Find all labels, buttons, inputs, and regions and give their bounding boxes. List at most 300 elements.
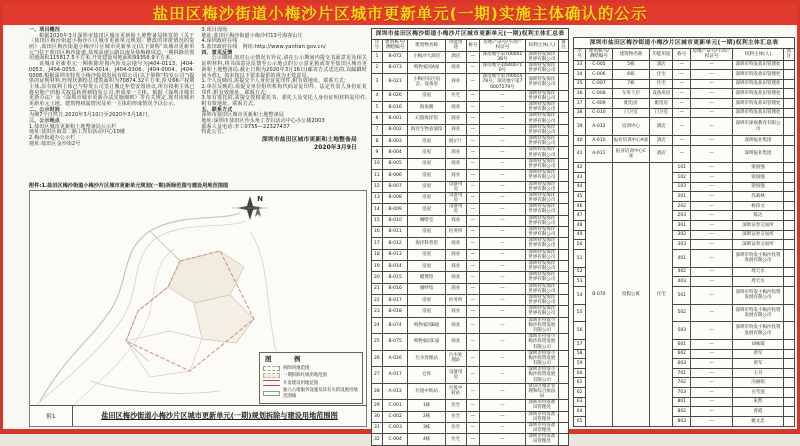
table-cell: 13 <box>372 192 383 203</box>
table-cell: C-001 <box>382 400 408 411</box>
table-cell: — <box>480 334 525 351</box>
text-column-2 <box>202 28 368 180</box>
table-cell: 深圳市特发盐田管理处 <box>525 434 558 445</box>
table-cell: — <box>691 182 733 192</box>
table-cell: 商业 <box>445 158 466 169</box>
table-cell: 深圳证券交易所 <box>733 221 784 231</box>
table-cell: 住宅 <box>445 400 466 411</box>
table-cell: C-007 <box>586 79 613 89</box>
table-cell: 21 <box>372 283 383 294</box>
table-cell: — <box>480 411 525 422</box>
table-row <box>574 99 795 109</box>
table-cell: 64 <box>574 407 586 417</box>
table-cell: — <box>691 416 733 426</box>
table-cell: 住宅 <box>445 422 466 433</box>
table-cell: 深房地字第6400710号 <box>480 62 525 73</box>
table-cell: 深圳特发海洋世界有限公司 <box>525 74 558 91</box>
paragraph: 四、意见反馈 <box>201 49 233 56</box>
column-header: 权利主体(人) <box>733 48 784 60</box>
table-cell: — <box>691 99 733 109</box>
table-cell: 深圳市特发盐田管理处 <box>733 89 784 99</box>
table-cell: 姚文忠 <box>733 416 784 426</box>
table-cell: 商业 <box>445 215 466 226</box>
paragraph: 该城市更新单元一期拆除范围内涉及宗地号为J404-0113、J404-0053、J404-0055、J404-0014、J404-0306、J404-0004、J404-0008,根据深圳市特发小梅沙投资发展有限公司(以下简称“特发公司”)提供的证明材料,经现状测绘总建筑面积为70874.32平方米,涉及66户权利主体,原有权利主体已与特发公司签订搬迁补偿安置协议,所有权利主体已将房地产的相关权益转移到特发公司,形成单一主体。根据《深圳市城市更新办法》及《深圳市城市更新办法实施细则》等有关规定,现对该城市更新单元土地、建筑物权属情况及单一主体的形成情况予以公示。 <box>29 61 195 107</box>
table-cell: — <box>691 201 733 211</box>
table-cell: 7栋 <box>612 79 650 89</box>
paragraph: 2.梅沙街道办公示栏 <box>29 135 76 142</box>
table-cell: 周天水 <box>733 267 784 277</box>
table-cell: 深圳特发海洋世界有限公司 <box>525 260 558 271</box>
table-cell: 深圳市特发小梅沙投资发展有限公司 <box>733 304 784 322</box>
paragraph: 3.项目现场 <box>201 27 228 33</box>
column-header: 功能用途 <box>650 48 673 60</box>
table-cell: — <box>691 304 733 322</box>
table-cell: B-018 <box>382 306 408 317</box>
left-zone <box>29 28 367 427</box>
table-cell: — <box>691 368 733 378</box>
table-cell: 刘咏霞 <box>733 339 784 349</box>
table-cell <box>559 383 569 400</box>
table-cell: B-026 <box>382 90 408 101</box>
table-cell: 16 <box>372 226 383 237</box>
table-cell: 度假公寓 <box>612 163 650 427</box>
table-cell: — <box>691 359 733 369</box>
map-caption-title: 盐田区梅沙街道小梅沙片区城市更新单元(一期)规划拆除与建设用地范围图 <box>101 411 338 420</box>
table-cell: 展示厅 <box>445 136 466 147</box>
table-row <box>574 89 795 99</box>
table-cell <box>559 411 569 422</box>
paragraph: 一、项目概况 <box>29 27 60 33</box>
table-cell: 婚纱馆 <box>408 283 445 294</box>
table-cell: — <box>480 434 525 445</box>
table-cell: 污水处理站 <box>408 350 445 367</box>
table-cell: 商业 <box>445 260 466 271</box>
notice-text-columns <box>29 28 367 180</box>
table-cell <box>783 240 794 250</box>
table-cell <box>783 304 794 322</box>
table-cell <box>559 317 569 334</box>
table-cell: 24 <box>372 317 383 334</box>
table-cell: 深圳特发海洋世界有限公司 <box>525 226 558 237</box>
table-cell: 深圳特发海洋世界有限公司 <box>525 62 558 73</box>
table-cell: — <box>466 226 480 237</box>
legend-item <box>263 373 359 378</box>
table-cell: — <box>466 238 480 249</box>
table-cell: — <box>691 192 733 202</box>
table-cell: — <box>466 204 480 215</box>
table-row <box>372 147 569 158</box>
table-cell <box>783 79 794 89</box>
column-header: 建筑栋号/测绘编号 <box>382 40 408 52</box>
table-cell: 4 <box>372 90 383 101</box>
table-cell: — <box>480 124 525 135</box>
table-cell <box>559 51 569 62</box>
table-row <box>372 74 569 91</box>
table-cell: 501 <box>673 286 691 304</box>
table-cell: 酒店 <box>650 145 673 163</box>
table-row <box>372 422 569 433</box>
table-cell: — <box>691 277 733 287</box>
table-cell <box>783 192 794 202</box>
column-header: 栋号 <box>466 40 480 52</box>
table-row <box>372 215 569 226</box>
table-cell: 朱凯 <box>733 397 784 407</box>
column-header: 序号 <box>372 40 383 52</box>
table-cell: 56 <box>574 322 586 340</box>
table-cell: 深圳特发海洋世界有限公司 <box>525 192 558 203</box>
table-cell: 酒店 <box>445 51 466 62</box>
table-cell: 深圳特发海洋世界有限公司 <box>525 113 558 124</box>
table-cell: A-012 <box>586 118 613 136</box>
table-cell <box>783 221 794 231</box>
paragraph: 3.如有委托的,需提交授权委托书、委托人及受托人身份证明材料复印件,附有效地址、联系方式。 <box>201 95 367 107</box>
table-cell: 住宅 <box>650 163 673 427</box>
table-cell: 商业 <box>445 74 466 91</box>
table-cell: 4栋 <box>408 434 445 445</box>
table-cell: 801 <box>673 397 691 407</box>
column-header: 备注 <box>559 40 569 52</box>
table-cell: 设备用房 <box>445 192 466 203</box>
table-cell <box>783 99 794 109</box>
table-cell: B-011 <box>382 226 408 237</box>
table-cell: 51 <box>574 249 586 267</box>
table-cell: 商业 <box>445 283 466 294</box>
table-cell: B-008 <box>382 192 408 203</box>
notice-title-banner <box>3 3 797 25</box>
table-cell: — <box>480 113 525 124</box>
table-cell: 1栋 <box>408 400 445 411</box>
table-cell: — <box>691 349 733 359</box>
table-cell: — <box>691 221 733 231</box>
table-cell: 101 <box>673 163 691 173</box>
table-cell: — <box>480 90 525 101</box>
table-cell: A-013 <box>382 383 408 400</box>
table-cell: 商业 <box>445 124 466 135</box>
legend-label: 拆除用地范围 <box>283 365 310 371</box>
table-cell: A-010 <box>586 135 613 145</box>
legend-item <box>263 388 359 399</box>
table-cell: 深圳市特发小梅沙投资发展有限公司 <box>525 367 558 384</box>
table-cell: 车库下层 <box>612 89 650 99</box>
table-cell <box>783 201 794 211</box>
table-cell: 深圳特发海洋世界有限公司 <box>525 306 558 317</box>
table-cell <box>559 158 569 169</box>
table-cell: — <box>466 422 480 433</box>
table-cell: 9 <box>372 147 383 158</box>
table-cell: 商业 <box>445 306 466 317</box>
table-cell: — <box>466 90 480 101</box>
table-cell <box>559 434 569 445</box>
table-cell <box>783 277 794 287</box>
column-header: 建筑物名称 <box>612 48 650 60</box>
table-cell <box>559 204 569 215</box>
paragraph: 地址:盐田区金沙街2号 <box>29 140 81 147</box>
table-cell: 803 <box>673 416 691 426</box>
table-cell <box>559 147 569 158</box>
table-cell: 19 <box>372 260 383 271</box>
table-cell: — <box>691 267 733 277</box>
table-row <box>372 317 569 334</box>
map-caption-number: 附1 <box>30 406 73 426</box>
table-cell: — <box>691 108 733 118</box>
table-cell: — <box>480 147 525 158</box>
paragraph: 地址:盐田区梅沙街道小梅沙村13号海客山庄 <box>201 32 303 39</box>
table-cell <box>783 89 794 99</box>
table-cell: B-073 <box>382 62 408 73</box>
table-cell: 房屋 <box>408 294 445 305</box>
table-cell: — <box>480 158 525 169</box>
table-cell: 22 <box>372 294 383 305</box>
table-cell <box>559 334 569 351</box>
table-cell: B-017 <box>382 294 408 305</box>
table-cell: 设备用房 <box>445 367 466 384</box>
table-cell <box>559 170 569 181</box>
table-cell: — <box>466 147 480 158</box>
table-cell: — <box>673 118 691 136</box>
table-row <box>372 434 569 445</box>
table-cell: 63 <box>574 397 586 407</box>
table-cell: — <box>466 181 480 192</box>
table-cell: B-010 <box>382 215 408 226</box>
table-cell: — <box>466 102 480 113</box>
paragraph: 联系人及电话:李工0755—22327437 <box>201 123 290 130</box>
table-cell: — <box>480 226 525 237</box>
table-cell: 深圳特发海洋世界有限公司 <box>525 283 558 294</box>
table-cell: 11 <box>372 170 383 181</box>
table-cell: 房屋 <box>408 158 445 169</box>
table-cell: 梁国强 <box>733 163 784 173</box>
table-cell: B-015 <box>382 272 408 283</box>
table-cell: 苏莉林 <box>733 192 784 202</box>
table-cell: 房屋 <box>408 306 445 317</box>
table-cell: 52 <box>574 267 586 277</box>
table-cell: 深圳证券交易所 <box>733 230 784 240</box>
legend-item <box>263 380 359 386</box>
table-cell: B-075 <box>382 334 408 351</box>
table-cell: 39 <box>574 118 586 136</box>
attachment-line: 附件:1.盐田区梅沙街道小梅沙片区城市更新单元规划(一期)拆除范围与建设用地范围图 <box>29 183 229 189</box>
table-cell: — <box>691 397 733 407</box>
paragraph: 深圳市盐田区城市更新和土地整备局 <box>261 137 357 144</box>
table-cell <box>783 359 794 369</box>
table-cell: — <box>691 339 733 349</box>
table-row <box>372 226 569 237</box>
table-row <box>372 181 569 192</box>
table-row <box>574 145 795 163</box>
table-row <box>574 70 795 80</box>
column-header: 栋号 <box>673 48 691 60</box>
table-cell: 深圳市特发小梅沙投资发展有限公司 <box>525 317 558 334</box>
table-cell: — <box>691 172 733 182</box>
table-cell: 201 <box>673 192 691 202</box>
table-row <box>372 283 569 294</box>
table-cell: B-074 <box>382 317 408 334</box>
table-cell: 深圳特发海洋世界有限公司 <box>525 136 558 147</box>
map-caption-bar <box>30 405 366 426</box>
legend-label: 独立占地服务设施及其有关的设施用地范围线 <box>283 388 358 399</box>
column-header: 房地产证号/不动产权证号 <box>692 48 731 60</box>
table-cell: 小梅沙大酒店 <box>408 51 445 62</box>
table-row <box>372 102 569 113</box>
table-cell: A-011 <box>586 145 613 163</box>
table-cell: 29 <box>372 400 383 411</box>
table-cell: B-021 <box>382 74 408 91</box>
table-cell <box>559 181 569 192</box>
table-cell: 房屋 <box>408 170 445 181</box>
table-cell: 深圳市特发盐田管理处 <box>733 108 784 118</box>
table-cell: 深圳特发海洋世界有限公司 <box>525 124 558 135</box>
table-cell: — <box>673 108 691 118</box>
table-cell <box>783 108 794 118</box>
table-cell: — <box>466 294 480 305</box>
table-cell: — <box>691 249 733 267</box>
legend-items <box>263 366 359 399</box>
table-cell: 15 <box>372 215 383 226</box>
table-cell: C-010 <box>586 108 613 118</box>
table-cell <box>559 367 569 384</box>
table-row <box>372 204 569 215</box>
legend-swatch-icon <box>263 391 280 396</box>
table-cell: — <box>673 135 691 145</box>
table-cell: 海角阁 <box>408 102 445 113</box>
table-cell: 602 <box>673 349 691 359</box>
table-cell: 62 <box>574 388 586 398</box>
table-cell: 40 <box>574 135 586 145</box>
table-cell: 深圳特发海洋世界有限公司 <box>525 215 558 226</box>
table-cell <box>559 306 569 317</box>
table-cell <box>783 211 794 221</box>
table-cell: 402 <box>673 267 691 277</box>
table-cell: 2 <box>372 62 383 73</box>
table-row <box>372 90 569 101</box>
table-cell: 污水处理站 <box>445 350 466 367</box>
table-cell: 34 <box>574 70 586 80</box>
paragraph: 地址:深圳市盐田区沙头角工青妇活动中心办公楼2003 <box>201 118 325 124</box>
table-cell: 医务所 <box>445 226 466 237</box>
table-row <box>372 350 569 367</box>
table-cell <box>783 349 794 359</box>
table-cell <box>783 368 794 378</box>
table-cell: — <box>466 350 480 367</box>
table-cell: 45 <box>574 192 586 202</box>
table-cell: 30 <box>372 411 383 422</box>
table-cell: 深圳市特发小梅沙投资发展有限公司 <box>733 286 784 304</box>
table-cell: 深圳特发海洋世界有限公司 <box>525 158 558 169</box>
table-cell: 5栋 <box>612 60 650 70</box>
paragraph: 1.个人反映的,需提交个人身份证复印件,附有效地址、联系方式; <box>201 78 346 85</box>
legend-title: 图 例 <box>265 355 309 364</box>
table-cell <box>783 118 794 136</box>
legend-item <box>263 366 359 371</box>
table-cell <box>559 124 569 135</box>
table-cell: 商业 <box>445 170 466 181</box>
table-cell: 曾霞 <box>733 407 784 417</box>
table-row <box>372 272 569 283</box>
table-cell <box>559 192 569 203</box>
compass-icon <box>230 195 270 221</box>
legend-swatch-icon <box>263 373 280 378</box>
north-arrow <box>230 195 290 203</box>
table-cell: — <box>466 383 480 400</box>
table-cell: C-008 <box>586 89 613 99</box>
table-cell: C-003 <box>382 422 408 433</box>
table-row <box>372 260 569 271</box>
table-cell: — <box>466 170 480 181</box>
table-cell: 31 <box>372 422 383 433</box>
table-cell: 咖啡室 <box>408 215 445 226</box>
table-cell: B-070 <box>586 163 613 427</box>
column-header: 功能用途 <box>445 40 466 52</box>
table-cell: 海洋科普馆 <box>408 238 445 249</box>
table-cell: — <box>466 260 480 271</box>
table-cell: 603 <box>673 359 691 369</box>
table-cell: 6 <box>372 113 383 124</box>
table-cell: 103 <box>673 182 691 192</box>
table-cell: 商业 <box>445 102 466 113</box>
table-cell: 60 <box>574 368 586 378</box>
table-cell: 酒店 <box>650 135 673 145</box>
table-cell: B-072 <box>382 51 408 62</box>
table-row <box>574 108 795 118</box>
column-header: 备注 <box>783 48 794 60</box>
table-cell: 仓库 <box>408 367 445 384</box>
table-cell: 周天水 <box>733 277 784 287</box>
notice-content <box>3 25 797 445</box>
table-row <box>372 170 569 181</box>
table-cell: B-012 <box>382 238 408 249</box>
table-cell: — <box>691 378 733 388</box>
table-cell: 杨伟文 <box>733 201 784 211</box>
table-cell: — <box>691 240 733 250</box>
table-cell: 深圳特发海洋世界有限公司 <box>525 272 558 283</box>
table-cell: 17 <box>372 238 383 249</box>
table-cell: — <box>466 74 480 91</box>
paragraph: 为期7个自然日,2020年3月10日至2020年3月16日。 <box>29 112 153 119</box>
rights-table-2-zone <box>573 28 795 427</box>
table-cell: 房屋 <box>408 192 445 203</box>
table-row <box>372 113 569 124</box>
table-cell: — <box>480 136 525 147</box>
table-cell <box>559 272 569 283</box>
table-cell: — <box>466 215 480 226</box>
table-cell: 53 <box>574 277 586 287</box>
table-cell: 住宅 <box>445 90 466 101</box>
table-cell: — <box>480 422 525 433</box>
table-cell: 12 <box>372 181 383 192</box>
table-cell: 703 <box>673 388 691 398</box>
table-cell: B-003 <box>382 136 408 147</box>
table-cell: 302 <box>673 230 691 240</box>
column-header: 建筑栋号/测绘编号 <box>586 48 613 60</box>
table-cell <box>783 416 794 426</box>
table-cell: 深圳特发海洋世界有限公司 <box>525 249 558 260</box>
table-cell: B-006 <box>382 170 408 181</box>
north-label: N <box>257 195 263 203</box>
table-row <box>372 62 569 73</box>
text-column-1 <box>29 28 195 180</box>
table-cell: 门卫室 <box>612 108 650 118</box>
table-cell: A-016 <box>382 350 408 367</box>
table-cell <box>559 400 569 411</box>
table-cell: 培训中心 <box>612 118 650 136</box>
table-cell: 702 <box>673 378 691 388</box>
table-cell: 报业培训中心C座 <box>612 145 650 163</box>
table-cell: C-004 <box>382 434 408 445</box>
table-cell: — <box>691 70 733 80</box>
table-cell: — <box>480 350 525 367</box>
table-cell: — <box>480 181 525 192</box>
table-cell <box>783 135 794 145</box>
